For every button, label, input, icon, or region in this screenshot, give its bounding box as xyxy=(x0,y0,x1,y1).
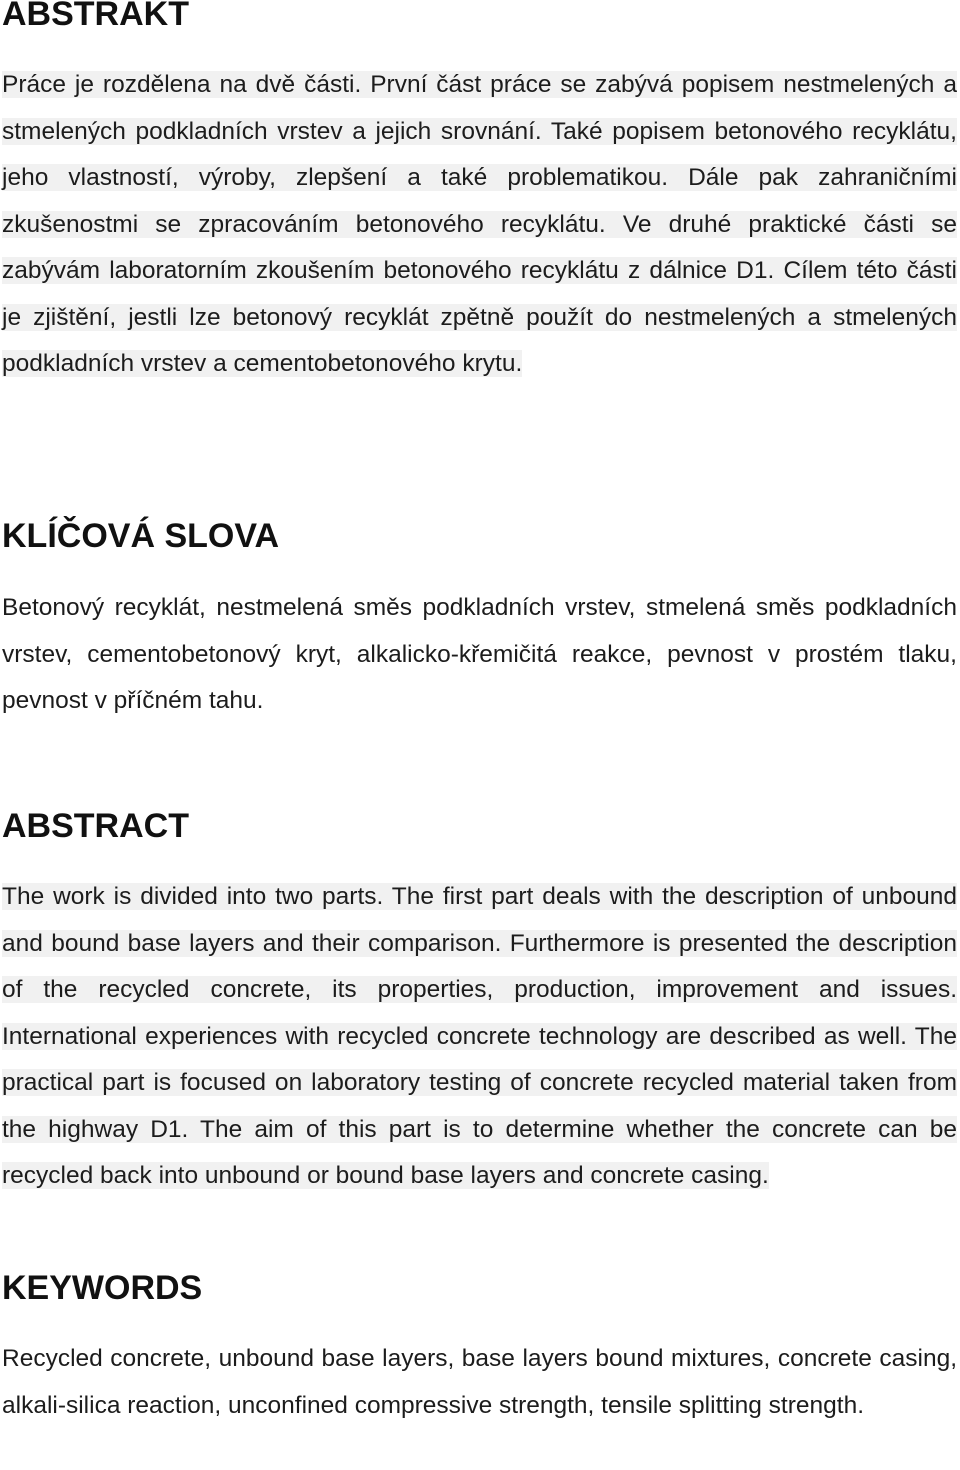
paragraph-keywords xyxy=(2,1336,957,1429)
paragraph-klicova-slova-text: Betonový recyklát, nestmelená směs podkladních vrstev, stmelená směs podkladních vrstev, cementobetonový kryt, alkalicko-křemičitá reakce, pevnost v prostém tlaku, pevnost v příčném tahu. xyxy=(2,594,957,714)
paragraph-abstrakt-text: Práce je rozdělena na dvě části. První část práce se zabývá popisem nestmelených a stmelených podkladních vrstev a jejich srovnání. Také popisem betonového recyklátu, jeho vlastností, výroby, zlepšení a také problematikou. Dále pak zahraničními zkušenostmi se zpracováním betonového recyklátu. Ve druhé praktické části se zabývám laboratorním zkoušením betonového recyklátu z dálnice D1. Cílem této části je zjištění, jestli lze betonový recyklát zpětně použít do nestmelených a stmelených podkladních vrstev a cementobetonového krytu. xyxy=(2,71,957,377)
paragraph-abstrakt xyxy=(2,62,957,388)
heading-klicova-slova: KLÍČOVÁ SLOVA xyxy=(2,517,280,555)
heading-keywords: KEYWORDS xyxy=(2,1269,203,1307)
paragraph-abstract xyxy=(2,874,957,1200)
paragraph-abstract-text: The work is divided into two parts. The first part deals with the description of unbound and bound base layers and their comparison. Furthermore is presented the description of the recycled concrete, its properties, production, improvement and issues. International experiences with recycled concrete technology are described as well. The practical part is focused on laboratory testing of concrete recycled material taken from the highway D1. The aim of this part is to determine whether the concrete can be recycled back into unbound or bound base layers and concrete casing. xyxy=(2,883,957,1189)
heading-abstract: ABSTRACT xyxy=(2,807,189,845)
paragraph-keywords-text: Recycled concrete, unbound base layers, base layers bound mixtures, concrete casing, alkali-silica reaction, unconfined compressive strength, tensile splitting strength. xyxy=(2,1345,957,1419)
paragraph-klicova-slova xyxy=(2,585,957,725)
heading-abstrakt: ABSTRAKT xyxy=(2,0,189,33)
